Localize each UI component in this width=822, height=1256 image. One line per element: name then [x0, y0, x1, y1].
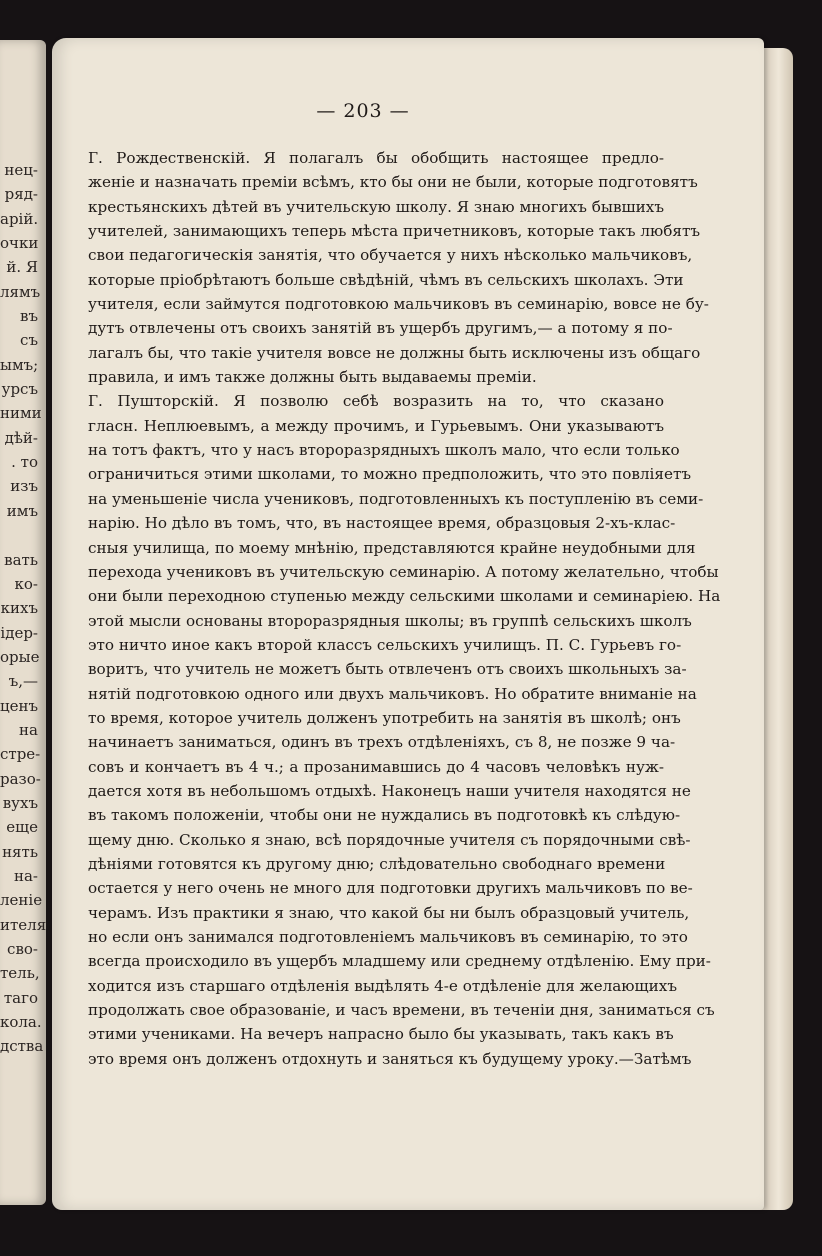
text-line: это время онъ долженъ отдохнуть и заняться къ будущему уроку.—Затѣмъ: [88, 1049, 692, 1068]
left-page-fragment: на: [19, 720, 38, 739]
left-page-fragment: ъ,—: [8, 672, 38, 691]
left-page-fragment: орые: [0, 647, 40, 666]
left-page-fragment: имъ: [6, 501, 38, 520]
left-page-fragment: лямъ: [0, 282, 41, 301]
left-page-fragment: сво-: [7, 940, 38, 958]
left-page-fragment: [0, 523, 40, 547]
text-line: на тотъ фактъ, что у насъ второразрядныхъ школъ мало, что если только: [88, 441, 680, 460]
left-page-text-fragments: [0, 158, 47, 1059]
text-line: нятій подготовкою одного или двухъ мальчиковъ. Но обратите вниманіе на: [88, 684, 697, 703]
text-line: совъ и кончаетъ въ 4 ч.; а прозанимавшись до 4 часовъ человѣкъ нуж-: [88, 757, 664, 776]
left-page-fragment: вать: [4, 550, 38, 569]
text-line: ограничиться этими школами, то можно предположить, что это повліяетъ: [88, 465, 692, 484]
text-line: этими учениками. На вечеръ напрасно было бы указывать, такъ какъ въ: [88, 1025, 674, 1044]
left-page-fragment: нять: [2, 842, 38, 861]
text-line: учителей, занимающихъ теперь мѣста причетниковъ, которые такъ любятъ: [88, 222, 701, 241]
left-page-fragment: тель,: [0, 964, 40, 983]
text-line: остается у него очень не много для подготовки другихъ мальчиковъ по ве-: [88, 879, 693, 898]
left-page-fragment: ко-: [14, 574, 38, 593]
left-page-fragment: съ: [20, 331, 38, 350]
text-line: свои педагогическія занятія, что обучается у нихъ нѣсколько мальчиковъ,: [88, 246, 693, 265]
text-line: дутъ отвлечены отъ своихъ занятій въ ущербъ другимъ,— а потому я по-: [88, 319, 673, 338]
left-page-fragment: еще: [6, 818, 38, 837]
text-line: ходится изъ старшаго отдѣленія выдѣлять 4-е отдѣленіе для желающихъ: [88, 976, 677, 995]
left-page-fragment: ленiе: [0, 891, 43, 910]
left-page-fragment: на-: [13, 866, 38, 885]
text-line: продолжать свое образованіе, и часъ времени, въ теченіи дня, заниматься съ: [88, 1001, 715, 1020]
left-page-fragment: ними: [0, 404, 42, 423]
text-line: въ такомъ положеніи, чтобы они не нуждались въ подготовкѣ къ слѣдую-: [88, 806, 681, 825]
left-page-fragment: ителя: [0, 915, 47, 934]
left-page-fragment: арій.: [0, 209, 39, 228]
text-line: крестьянскихъ дѣтей въ учительскую школу. Я знаю многихъ бывшихъ: [88, 197, 664, 216]
left-page-fragment: изъ: [10, 477, 38, 496]
text-line: нарію. Но дѣло въ томъ, что, въ настоящее время, образцовыя 2-хъ-клас-: [88, 514, 676, 533]
left-page-fragment: урсъ: [1, 380, 38, 399]
left-page-fragment: въ: [20, 307, 38, 326]
text-line: начинаетъ заниматься, одинъ въ трехъ отдѣленіяхъ, съ 8, не позже 9 ча-: [88, 733, 676, 752]
text-line: правила, и имъ также должны быть выдаваемы преміи.: [88, 368, 537, 387]
text-line: воритъ, что учитель не можетъ быть отвлеченъ отъ своихъ школьныхъ за-: [88, 660, 687, 679]
text-line: дѣніями готовятся къ другому дню; слѣдовательно свободнаго времени: [88, 854, 666, 873]
text-line: Г. Рождественскій. Я полагалъ бы обобщить настоящее предло-: [88, 149, 664, 167]
text-line: сныя училища, по моему мнѣнію, представляются крайне неудобными для: [88, 538, 696, 557]
left-page-fragment: кихъ: [0, 599, 38, 618]
left-page-fragment: разо-: [0, 769, 41, 788]
text-line: этой мысли основаны второразрядныя школы; въ группѣ сельскихъ школъ: [88, 611, 692, 630]
text-line: это ничто иное какъ второй классъ сельскихъ училищъ. П. С. Гурьевъ го-: [88, 635, 682, 654]
text-line: лагалъ бы, что такіе учителя вовсе не должны быть исключены изъ общаго: [88, 343, 701, 362]
left-page-fragment: й. Я: [6, 258, 38, 277]
text-line: то время, которое учитель долженъ употребить на занятія въ школѣ; онъ: [88, 708, 681, 727]
text-line: гласн. Неплюевымъ, а между прочимъ, и Гурьевымъ. Они указываютъ: [88, 416, 664, 435]
text-line: на уменьшеніе числа учениковъ, подготовленныхъ къ поступленію въ семи-: [88, 489, 704, 508]
left-page-fragment: нец-: [4, 161, 38, 179]
left-page-fragment: ценъ: [0, 696, 39, 715]
text-line: всегда происходило въ ущербъ младшему или среднему отдѣленію. Ему при-: [88, 952, 711, 971]
left-page-fragment: очки: [0, 234, 39, 253]
text-line: женіе и назначать преміи всѣмъ, кто бы они не были, которые подготовятъ: [88, 173, 698, 192]
text-line: они были переходною ступенью между сельскими школами и семинаріею. На: [88, 587, 721, 606]
page-number: — 203 —: [316, 100, 410, 122]
body-text: [88, 146, 721, 1071]
text-line: перехода учениковъ въ учительскую семинарію. А потому желательно, чтобы: [88, 562, 719, 581]
text-line: но если онъ занимался подготовленіемъ мальчиковъ въ семинарію, то это: [88, 928, 688, 946]
left-page-fragment: дѣй-: [4, 428, 38, 447]
left-page-fragment: ідер-: [0, 623, 38, 642]
left-page-fragment: тaго: [3, 988, 38, 1007]
text-line: учителя, если займутся подготовкою мальчиковъ въ семинарію, вовсе не бу-: [88, 295, 709, 314]
text-line: дается хотя въ небольшомъ отдыхѣ. Наконецъ наши учителя находятся не: [88, 781, 691, 800]
left-page: [0, 40, 46, 1205]
text-line: которые пріобрѣтаютъ больше свѣдѣній, чѣмъ въ сельскихъ школахъ. Эти: [88, 270, 684, 289]
text-line: Г. Пушторскій. Я позволю себѣ возразить на то, что сказано: [88, 392, 664, 411]
left-page-fragment: . то: [11, 453, 38, 472]
left-page-fragment: стре-: [0, 745, 41, 764]
left-page-fragment: кола.: [0, 1013, 42, 1032]
left-page-fragment: ряд-: [4, 185, 38, 204]
text-line: черамъ. Изъ практики я знаю, что какой бы ни былъ образцовый учитель,: [88, 903, 690, 922]
left-page-fragment: дства: [0, 1037, 44, 1056]
left-page-fragment: ымъ;: [0, 355, 39, 374]
text-line: щему дню. Сколько я знаю, всѣ порядочные учителя съ порядочными свѣ-: [88, 830, 691, 849]
left-page-fragment: вухъ: [2, 793, 38, 812]
